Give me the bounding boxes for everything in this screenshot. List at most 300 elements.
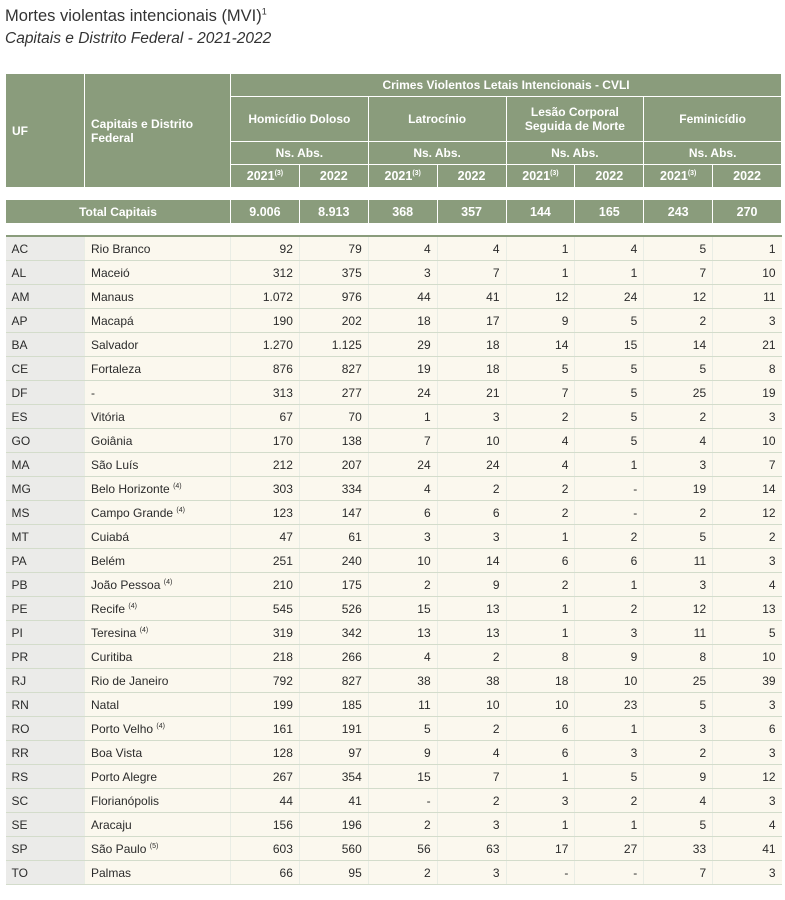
header-cvli-group: Crimes Violentos Letais Intencionais - CVLI [231,74,782,97]
cell-value: 10 [713,429,782,453]
cell-value: 4 [644,789,713,813]
total-value: 165 [575,200,644,223]
cell-capital: Porto Velho $^{(4)}$ [85,717,231,741]
capital-footnote: (4) [173,482,182,490]
cell-value: 14 [713,477,782,501]
cell-value: 313 [231,381,300,405]
cell-value: 11 [644,621,713,645]
cell-value: 342 [299,621,368,645]
cell-value: 67 [231,405,300,429]
cell-value: 2 [437,717,506,741]
cell-value: 6 [506,549,575,573]
cell-value: 1 [506,261,575,285]
cell-value: 266 [299,645,368,669]
cell-value: 7 [437,261,506,285]
cell-value: 4 [437,236,506,261]
cell-value: 161 [231,717,300,741]
header-unit: Ns. Abs. [644,142,782,165]
cell-value: 792 [231,669,300,693]
cell-uf: AC [6,236,85,261]
header-category: Lesão Corporal Seguida de Morte [506,97,644,142]
cell-capital: Manaus [85,285,231,309]
table-row [6,669,782,693]
cell-value: 1.125 [299,333,368,357]
table-row [6,429,782,453]
total-value: 144 [506,200,575,223]
cell-value: 2 [506,501,575,525]
cell-value: 3 [506,789,575,813]
cell-value: 7 [368,429,437,453]
cell-value: 3 [713,861,782,885]
cell-value: 5 [644,813,713,837]
cell-value: 7 [713,453,782,477]
cell-value: 41 [437,285,506,309]
cell-value: 24 [437,453,506,477]
header-year-2021: 2021$^{(3)}$ [506,165,575,188]
cell-value: 15 [575,333,644,357]
header-unit: Ns. Abs. [231,142,369,165]
cell-value: 19 [713,381,782,405]
cell-value: 5 [575,429,644,453]
cell-value: 207 [299,453,368,477]
header-year-2022: 2022 [299,165,368,188]
cell-value: 5 [575,357,644,381]
total-value: 270 [713,200,782,223]
cell-value: 1 [575,813,644,837]
header-year-2021: 2021$^{(3)}$ [368,165,437,188]
cell-value: 5 [644,357,713,381]
cell-capital: São Paulo $^{(5)}$ [85,837,231,861]
cell-value: 24 [368,453,437,477]
cell-value: 1 [575,717,644,741]
cell-value: 156 [231,813,300,837]
table-row [6,381,782,405]
table-row [6,861,782,885]
cell-uf: AM [6,285,85,309]
page-subtitle: Capitais e Distrito Federal - 2021-2022 [5,30,272,47]
cell-capital: Belo Horizonte $^{(4)}$ [85,477,231,501]
cell-value: 9 [644,765,713,789]
table-row [6,741,782,765]
table-row [6,693,782,717]
cell-value: 12 [644,597,713,621]
cell-capital: Belém [85,549,231,573]
mvi-table [5,73,782,885]
table-row [6,573,782,597]
cell-value: 41 [713,837,782,861]
cell-uf: MA [6,453,85,477]
cell-value: 1 [506,765,575,789]
total-value: 243 [644,200,713,223]
cell-value: 21 [713,333,782,357]
total-value: 8.913 [299,200,368,223]
cell-value: 9 [506,309,575,333]
header-category: Latrocínio [368,97,506,142]
table-row [6,549,782,573]
cell-value: 3 [713,741,782,765]
header-year-2021: 2021$^{(3)}$ [644,165,713,188]
cell-value: 1 [368,405,437,429]
cell-value: 375 [299,261,368,285]
cell-value: 13 [437,621,506,645]
cell-value: 267 [231,765,300,789]
cell-value: 1.072 [231,285,300,309]
cell-value: 95 [299,861,368,885]
cell-uf: SP [6,837,85,861]
cell-value: 38 [368,669,437,693]
cell-uf: MT [6,525,85,549]
cell-value: 3 [713,309,782,333]
cell-value: 827 [299,669,368,693]
cell-value: 5 [644,236,713,261]
cell-value: 12 [644,285,713,309]
cell-value: 526 [299,597,368,621]
cell-value: 196 [299,813,368,837]
cell-capital: Campo Grande $^{(4)}$ [85,501,231,525]
cell-value: 334 [299,477,368,501]
cell-value: 3 [644,453,713,477]
cell-value: 1 [575,261,644,285]
cell-value: 6 [713,717,782,741]
total-value: 357 [437,200,506,223]
cell-value: 3 [713,405,782,429]
cell-uf: PI [6,621,85,645]
cell-capital: Curitiba [85,645,231,669]
cell-uf: RO [6,717,85,741]
cell-value: 5 [575,765,644,789]
cell-value: 190 [231,309,300,333]
cell-capital: Rio Branco [85,236,231,261]
cell-value: 25 [644,669,713,693]
cell-value: 2 [644,309,713,333]
cell-value: 15 [368,765,437,789]
cell-value: 39 [713,669,782,693]
year-footnote: (3) [274,169,284,177]
cell-uf: AL [6,261,85,285]
cell-uf: GO [6,429,85,453]
cell-value: 6 [437,501,506,525]
cell-uf: ES [6,405,85,429]
cell-value: 5 [644,693,713,717]
cell-value: 24 [575,285,644,309]
cell-value: 312 [231,261,300,285]
cell-value: - [575,861,644,885]
cell-value: 7 [506,381,575,405]
cell-value: 1 [506,813,575,837]
table-row [6,309,782,333]
year-footnote: (3) [412,169,421,177]
cell-value: 63 [437,837,506,861]
cell-value: 9 [575,645,644,669]
cell-value: 2 [644,741,713,765]
cell-value: 2 [368,573,437,597]
table-row [6,765,782,789]
table-row [6,357,782,381]
cell-value: 2 [437,645,506,669]
cell-value: 12 [713,501,782,525]
cell-value: 5 [575,309,644,333]
cell-capital: Cuiabá [85,525,231,549]
cell-capital: João Pessoa $^{(4)}$ [85,573,231,597]
cell-value: 4 [368,645,437,669]
cell-value: 827 [299,357,368,381]
cell-uf: PB [6,573,85,597]
cell-uf: TO [6,861,85,885]
cell-uf: PE [6,597,85,621]
table-row [6,477,782,501]
cell-value: 128 [231,741,300,765]
cell-value: 218 [231,645,300,669]
cell-value: 3 [368,261,437,285]
table-row [6,261,782,285]
cell-value: 4 [713,573,782,597]
cell-value: 876 [231,357,300,381]
table-row [6,236,782,261]
cell-value: 4 [575,236,644,261]
capital-footnote: (4) [128,602,137,610]
cell-uf: SC [6,789,85,813]
total-value: 368 [368,200,437,223]
cell-capital: Fortaleza [85,357,231,381]
cell-value: 2 [437,477,506,501]
cell-value: 10 [368,549,437,573]
cell-capital: Palmas [85,861,231,885]
cell-value: 66 [231,861,300,885]
cell-value: 61 [299,525,368,549]
cell-value: 545 [231,597,300,621]
cell-value: 2 [575,597,644,621]
cell-value: 3 [437,813,506,837]
cell-value: 5 [713,621,782,645]
cell-value: 13 [713,597,782,621]
cell-value: 18 [506,669,575,693]
cell-value: 210 [231,573,300,597]
title-block [5,6,271,49]
table-row [6,789,782,813]
cell-value: 10 [713,261,782,285]
header-capital: Capitais e Distrito Federal [85,74,231,188]
cell-value: - [368,789,437,813]
cell-capital: São Luís [85,453,231,477]
cell-value: 6 [506,741,575,765]
cell-value: 8 [644,645,713,669]
cell-value: 976 [299,285,368,309]
cell-value: 3 [368,525,437,549]
cell-value: 202 [299,309,368,333]
cell-capital: Porto Alegre [85,765,231,789]
cell-value: 4 [368,236,437,261]
table-row [6,837,782,861]
cell-value: 44 [368,285,437,309]
cell-value: 18 [437,333,506,357]
cell-value: 4 [644,429,713,453]
cell-value: 5 [575,405,644,429]
cell-capital: Aracaju [85,813,231,837]
cell-value: 79 [299,236,368,261]
header-year-2022: 2022 [575,165,644,188]
table-row [6,813,782,837]
cell-capital: Rio de Janeiro [85,669,231,693]
cell-capital: Natal [85,693,231,717]
cell-value: 4 [506,429,575,453]
cell-value: 5 [368,717,437,741]
capital-footnote: (4) [176,506,185,514]
capital-footnote: (4) [163,578,173,586]
cell-value: 7 [644,861,713,885]
total-value: 9.006 [231,200,300,223]
header-unit: Ns. Abs. [506,142,644,165]
table-row [6,453,782,477]
cell-value: 3 [575,741,644,765]
cell-value: 2 [575,789,644,813]
header-unit: Ns. Abs. [368,142,506,165]
cell-uf: PR [6,645,85,669]
cell-value: 12 [713,765,782,789]
cell-value: 2 [713,525,782,549]
cell-value: 15 [368,597,437,621]
cell-value: 3 [644,573,713,597]
title-footnote: 1 [261,6,267,17]
cell-value: 4 [437,741,506,765]
cell-value: 3 [713,693,782,717]
cell-capital: Salvador [85,333,231,357]
cell-value: 199 [231,693,300,717]
cell-value: 277 [299,381,368,405]
cell-value: 3 [575,621,644,645]
cell-value: 10 [575,669,644,693]
cell-value: 13 [368,621,437,645]
year-footnote: (3) [687,169,697,177]
cell-value: 4 [368,477,437,501]
cell-value: 2 [368,813,437,837]
cell-capital: Macapá [85,309,231,333]
cell-value: 19 [368,357,437,381]
cell-value: 191 [299,717,368,741]
table-row [6,597,782,621]
cell-value: 29 [368,333,437,357]
cell-capital: Teresina $^{(4)}$ [85,621,231,645]
total-row [6,200,782,223]
cell-value: 4 [713,813,782,837]
header-uf: UF [6,74,85,188]
cell-uf: CE [6,357,85,381]
cell-value: 25 [644,381,713,405]
cell-capital: Recife $^{(4)}$ [85,597,231,621]
page-title: Mortes violentas intencionais (MVI)$^1$ [5,6,267,25]
cell-uf: PA [6,549,85,573]
cell-value: 1 [575,573,644,597]
cell-value: 170 [231,429,300,453]
cell-value: 5 [644,525,713,549]
table-row [6,285,782,309]
table-header [6,74,782,188]
cell-value: 6 [368,501,437,525]
cell-value: 1 [506,597,575,621]
cell-value: 5 [506,357,575,381]
table-row [6,405,782,429]
cell-uf: BA [6,333,85,357]
cell-value: 8 [713,357,782,381]
table-row [6,621,782,645]
cell-value: 2 [368,861,437,885]
cell-value: 3 [437,525,506,549]
cell-uf: RJ [6,669,85,693]
cell-value: 303 [231,477,300,501]
cell-value: 2 [644,501,713,525]
cell-uf: RR [6,741,85,765]
cell-capital: Florianópolis [85,789,231,813]
cell-value: 123 [231,501,300,525]
cell-value: 17 [506,837,575,861]
cell-capital: Boa Vista [85,741,231,765]
table-row [6,501,782,525]
cell-value: 11 [644,549,713,573]
cell-value: 47 [231,525,300,549]
cell-capital: Vitória [85,405,231,429]
cell-value: 17 [437,309,506,333]
header-category: Feminicídio [644,97,782,142]
table-row [6,525,782,549]
cell-value: 33 [644,837,713,861]
cell-value: - [506,861,575,885]
table-body [6,236,782,885]
table-row [6,717,782,741]
cell-value: - [575,477,644,501]
cell-value: 10 [437,693,506,717]
cell-value: 9 [368,741,437,765]
cell-value: 2 [506,573,575,597]
header-year-2022: 2022 [437,165,506,188]
cell-value: 138 [299,429,368,453]
cell-value: 1 [713,236,782,261]
year-footnote: (3) [550,169,559,177]
cell-value: 2 [644,405,713,429]
cell-uf: MG [6,477,85,501]
cell-value: 2 [437,789,506,813]
cell-value: 38 [437,669,506,693]
cell-value: 185 [299,693,368,717]
cell-value: 11 [713,285,782,309]
cell-value: 24 [368,381,437,405]
capital-footnote: (5) [149,842,159,850]
cell-value: 44 [231,789,300,813]
cell-uf: RN [6,693,85,717]
cell-value: 9 [437,573,506,597]
cell-uf: DF [6,381,85,405]
header-year-2022: 2022 [713,165,782,188]
cell-value: 14 [437,549,506,573]
cell-value: 14 [644,333,713,357]
cell-value: - [575,501,644,525]
cell-capital: Goiânia [85,429,231,453]
table-row [6,333,782,357]
cell-value: 240 [299,549,368,573]
cell-value: 41 [299,789,368,813]
cell-value: 4 [506,453,575,477]
cell-value: 19 [644,477,713,501]
cell-value: 2 [575,525,644,549]
cell-value: 92 [231,236,300,261]
cell-value: 560 [299,837,368,861]
cell-value: 18 [368,309,437,333]
cell-value: 10 [713,645,782,669]
cell-value: 212 [231,453,300,477]
cell-value: 1 [506,525,575,549]
total-label: Total Capitais [6,200,231,223]
cell-capital: Maceió [85,261,231,285]
cell-value: 27 [575,837,644,861]
cell-value: 3 [713,789,782,813]
